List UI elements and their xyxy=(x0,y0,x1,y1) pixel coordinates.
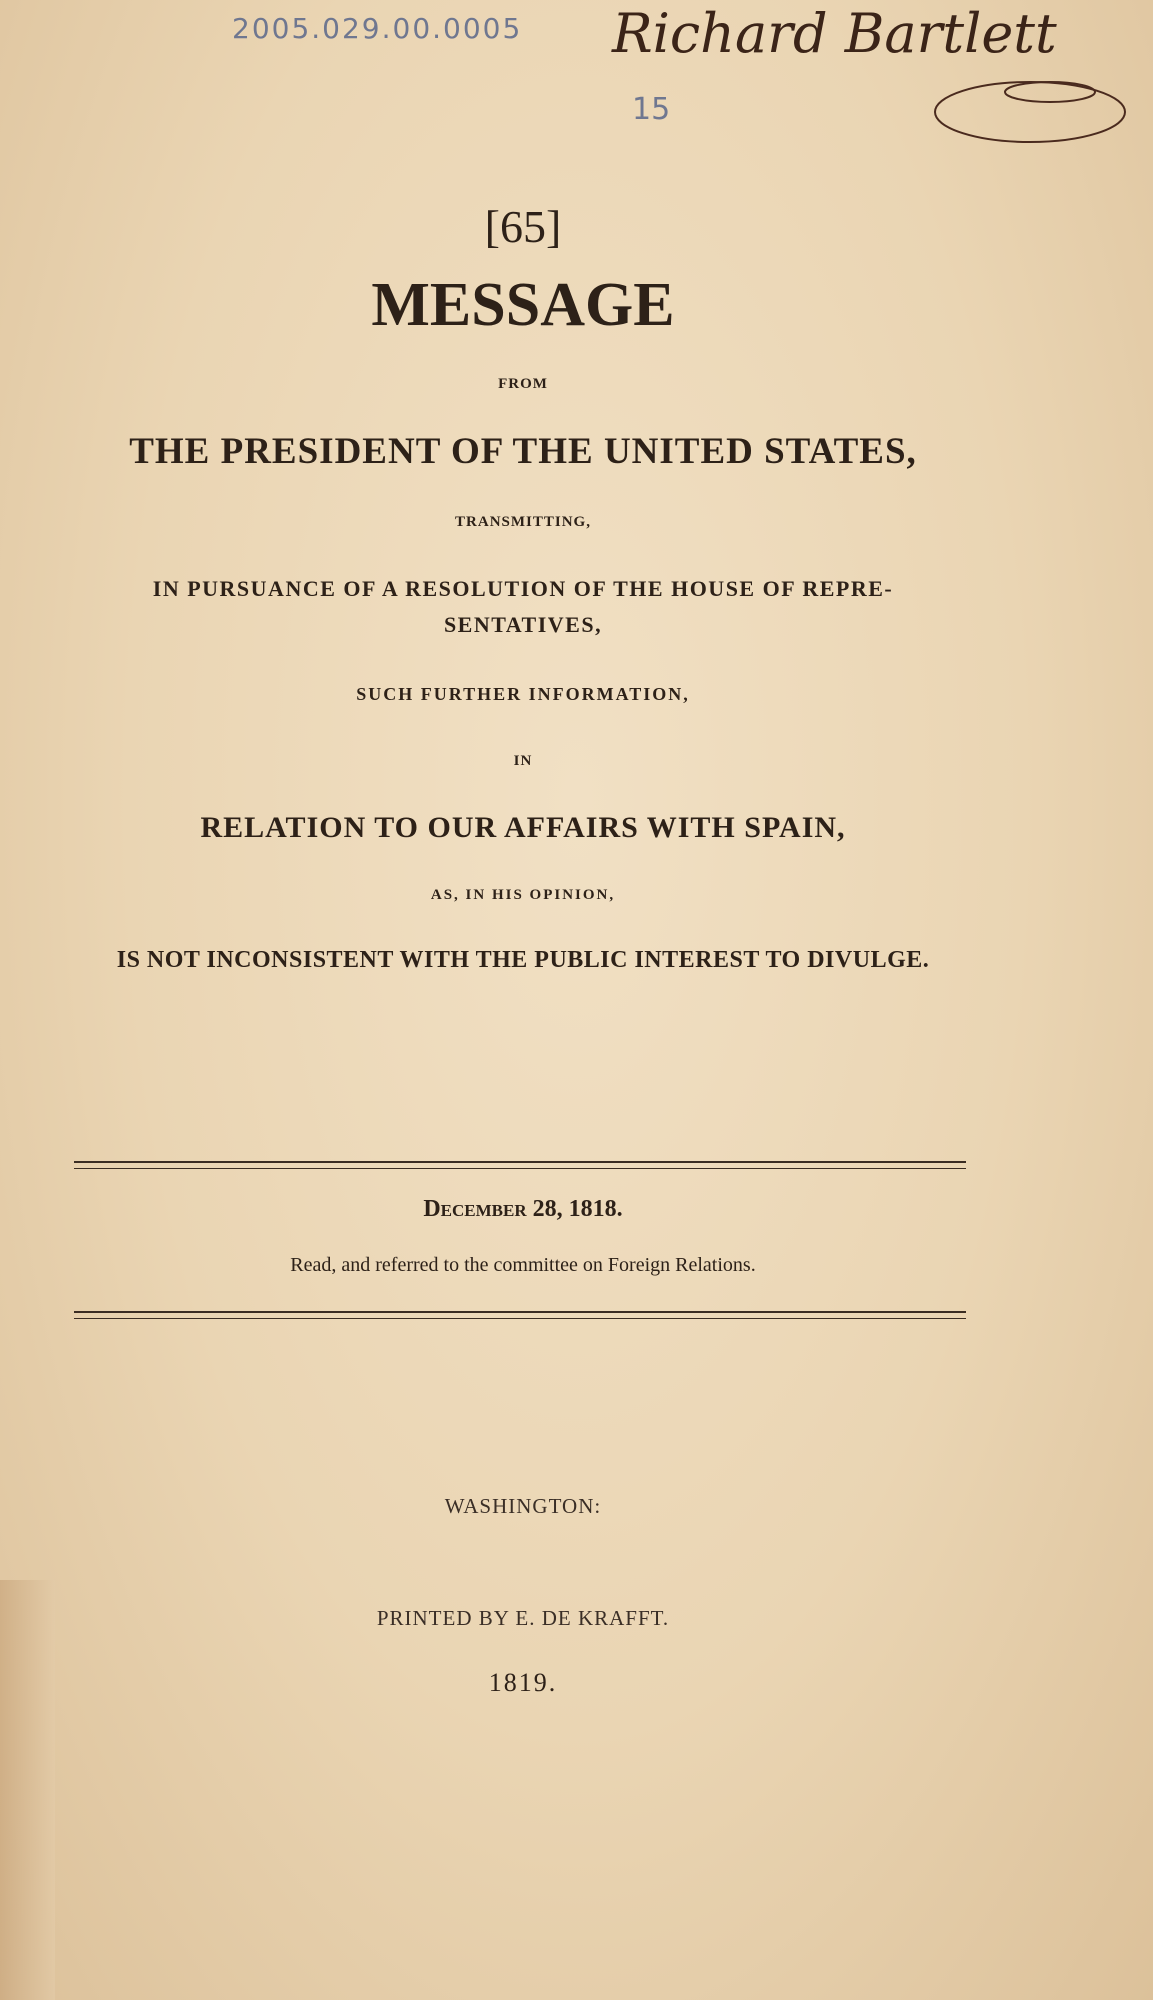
subject-line: RELATION TO OUR AFFAIRS WITH SPAIN, xyxy=(200,811,846,844)
imprint-year: 1819. xyxy=(488,1668,558,1697)
in-label: IN xyxy=(513,753,533,769)
author-line: THE PRESIDENT OF THE UNITED STATES, xyxy=(129,431,917,472)
divider-rule xyxy=(74,1161,966,1163)
pursuance-line-1: IN PURSUANCE OF A RESOLUTION OF THE HOUSE OF REPRE- xyxy=(152,576,894,601)
from-label: FROM xyxy=(498,376,548,392)
consistency-line: IS NOT INCONSISTENT WITH THE PUBLIC INTEREST TO DIVULGE. xyxy=(116,947,930,973)
divider-rule xyxy=(74,1311,966,1313)
further-information-line: SUCH FURTHER INFORMATION, xyxy=(356,684,690,704)
opinion-line: AS, IN HIS OPINION, xyxy=(430,887,616,903)
divider-rule xyxy=(74,1168,966,1169)
pursuance-line-2: SENTATIVES, xyxy=(443,612,603,637)
page-title: MESSAGE xyxy=(371,271,675,339)
signature: Richard Bartlett xyxy=(612,2,1057,65)
referral-note: Read, and referred to the committee on Foreign Relations. xyxy=(290,1254,756,1276)
page-edge-wear xyxy=(0,1580,55,2000)
divider-rule xyxy=(74,1318,966,1319)
session-date: December 28, 1818. xyxy=(423,1196,623,1222)
imprint-printer: PRINTED BY E. DE KRAFFT. xyxy=(376,1606,670,1630)
transmitting-label: TRANSMITTING, xyxy=(455,514,591,530)
signature-flourish-icon xyxy=(920,70,1140,150)
document-number: [65] xyxy=(484,201,562,252)
imprint-place: WASHINGTON: xyxy=(444,1494,602,1518)
catalog-number: 2005.029.00.0005 xyxy=(232,12,523,45)
pencil-mark: 15 xyxy=(632,92,671,127)
